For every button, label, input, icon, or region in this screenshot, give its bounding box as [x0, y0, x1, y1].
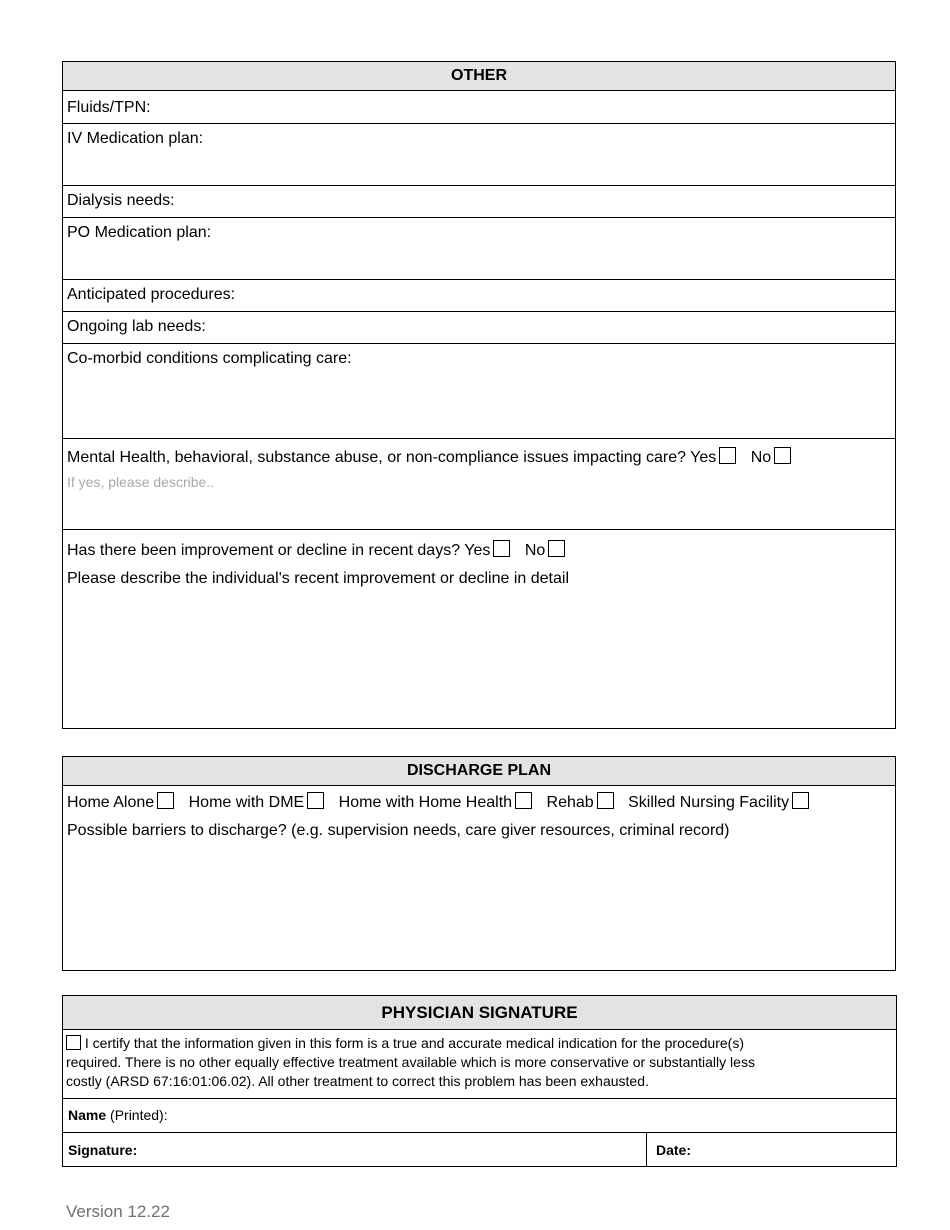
po-medication-label: PO Medication plan:: [67, 224, 212, 241]
rehab-label: Rehab: [546, 794, 594, 811]
date-label: Date:: [656, 1142, 692, 1158]
home-alone-label: Home Alone: [67, 794, 155, 811]
version-text: Version 12.22: [66, 1202, 170, 1221]
signature-header: [63, 996, 896, 1030]
iv-medication-label: IV Medication plan:: [67, 130, 204, 147]
barriers-label[interactable]: Possible barriers to discharge? (e.g. supervision needs, care giver resources, criminal record): [67, 822, 730, 839]
iv-medication-field[interactable]: [63, 123, 895, 185]
fluids-label: Fluids/TPN:: [67, 99, 151, 116]
home-dme-label: Home with DME: [188, 794, 305, 811]
name-field[interactable]: [63, 1098, 896, 1132]
lab-needs-field[interactable]: [63, 311, 895, 343]
discharge-title: DISCHARGE PLAN: [406, 762, 551, 779]
signature-field[interactable]: [63, 1133, 647, 1167]
dialysis-label: Dialysis needs:: [67, 192, 175, 209]
discharge-header: [63, 757, 895, 786]
improvement-describe-label[interactable]: Please describe the individual's recent improvement or decline in detail: [67, 570, 569, 587]
mental-yes-checkbox[interactable]: [719, 447, 736, 464]
procedures-field[interactable]: [63, 279, 895, 311]
mental-health-row: [63, 438, 895, 529]
signature-section: [62, 995, 897, 1167]
lab-needs-label: Ongoing lab needs:: [67, 318, 206, 335]
certify-checkbox[interactable]: [66, 1035, 81, 1050]
other-title: OTHER: [451, 67, 507, 84]
snf-label: Skilled Nursing Facility: [628, 794, 790, 811]
improvement-label: Has there been improvement or decline in recent days? Yes: [67, 542, 491, 559]
discharge-section: [62, 756, 896, 971]
signature-row: [63, 1132, 896, 1167]
certify-line-2: required. There is no other equally effective treatment available which is more conservative or substantially less: [66, 1054, 755, 1070]
other-header: [63, 62, 895, 91]
home-health-label: Home with Home Health: [338, 794, 513, 811]
home-alone-checkbox[interactable]: [157, 792, 174, 809]
name-label: [68, 1107, 168, 1123]
improvement-no-label: No: [524, 542, 546, 559]
mental-no-label: No: [750, 449, 772, 466]
home-dme-checkbox[interactable]: [307, 792, 324, 809]
improvement-no-checkbox[interactable]: [548, 540, 565, 557]
name-label-rest: (Printed):: [110, 1107, 168, 1123]
po-medication-field[interactable]: [63, 217, 895, 279]
procedures-label: Anticipated procedures:: [67, 286, 236, 303]
home-health-checkbox[interactable]: [515, 792, 532, 809]
certify-text: [66, 1034, 892, 1091]
signature-title: PHYSICIAN SIGNATURE: [381, 1003, 578, 1022]
mental-health-label: Mental Health, behavioral, substance abuse, or non-compliance issues impacting care? Yes: [67, 449, 717, 466]
date-field[interactable]: [647, 1133, 896, 1167]
discharge-options: [67, 792, 809, 812]
mental-no-checkbox[interactable]: [774, 447, 791, 464]
name-label-bold: Name: [68, 1107, 107, 1123]
signature-label: Signature:: [68, 1142, 138, 1158]
snf-checkbox[interactable]: [792, 792, 809, 809]
mental-health-question: [67, 447, 791, 467]
improvement-row: [63, 529, 895, 729]
comorbid-label: Co-morbid conditions complicating care:: [67, 350, 352, 367]
certify-line-1: I certify that the information given in this form is a true and accurate medical indication for the procedure(s): [84, 1035, 744, 1051]
fluids-field[interactable]: [63, 91, 895, 123]
improvement-yes-checkbox[interactable]: [493, 540, 510, 557]
mental-describe-input[interactable]: If yes, please describe..: [67, 474, 215, 490]
rehab-checkbox[interactable]: [597, 792, 614, 809]
certify-line-3: costly (ARSD 67:16:01:06.02). All other treatment to correct this problem has been exhausted.: [66, 1073, 649, 1089]
comorbid-field[interactable]: [63, 343, 895, 438]
dialysis-field[interactable]: [63, 185, 895, 217]
other-section: [62, 61, 896, 729]
improvement-question: [67, 540, 565, 560]
